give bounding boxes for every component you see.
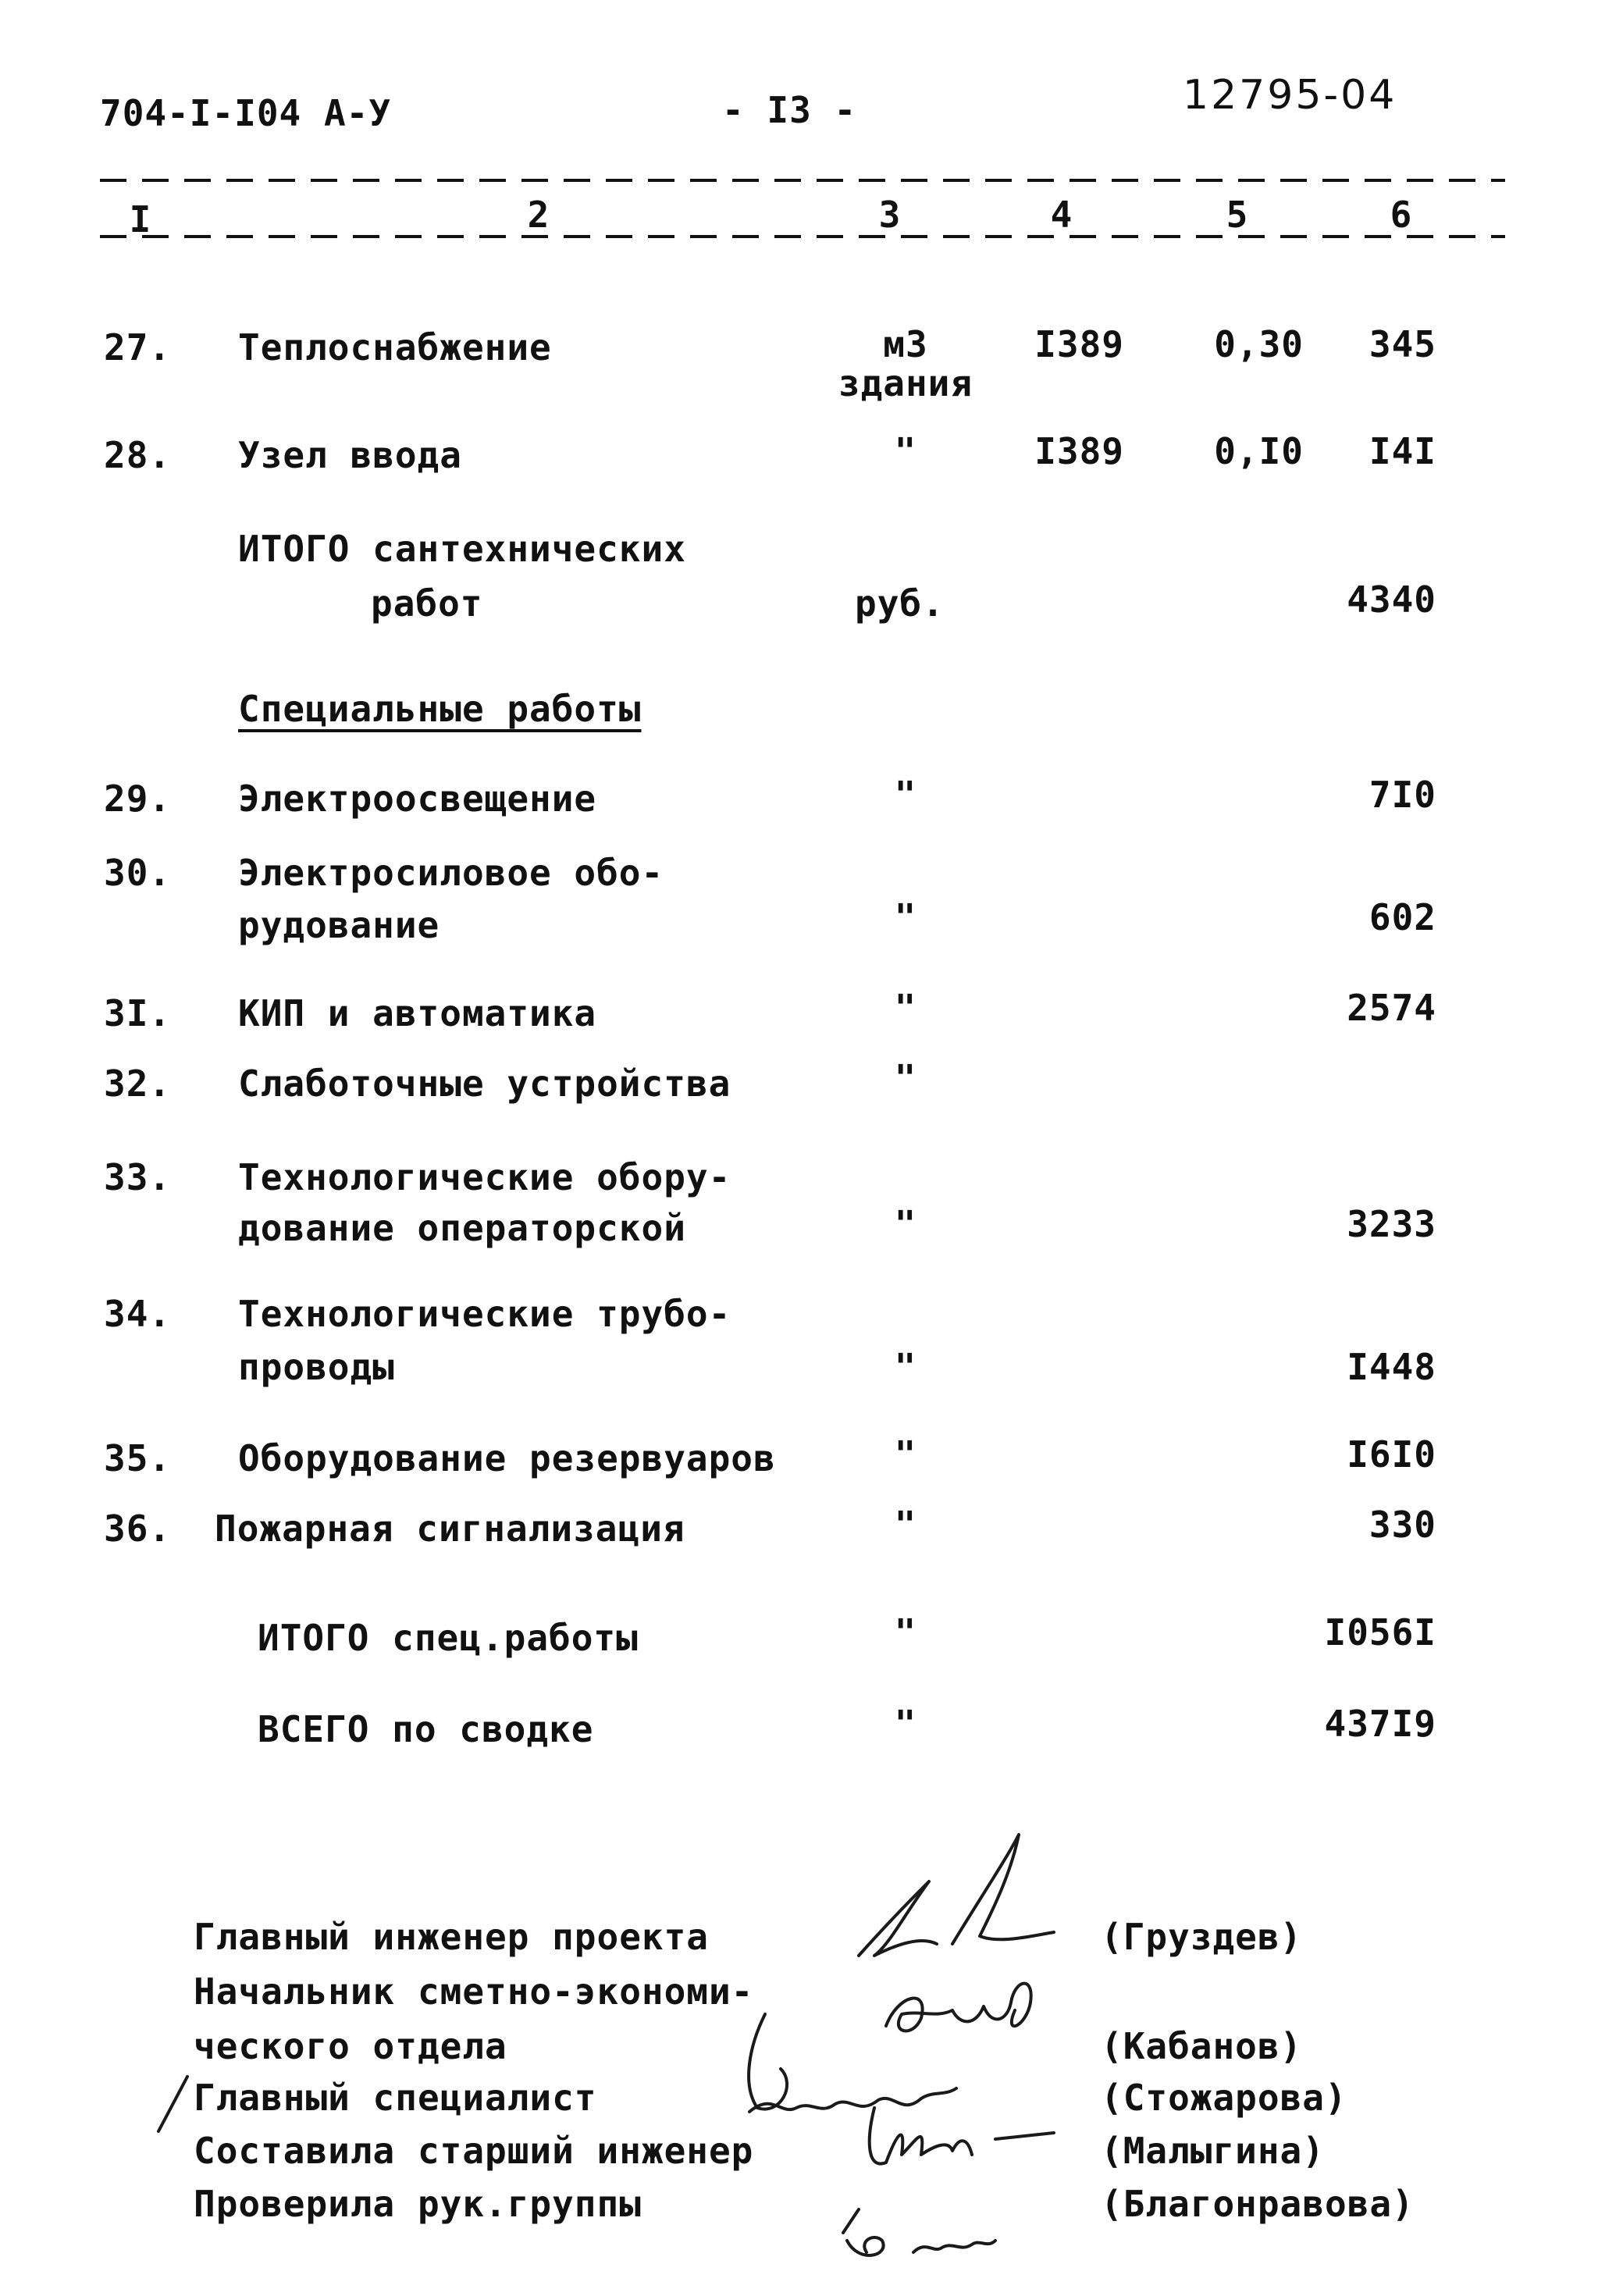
row-28-unit: " [894,430,917,472]
row-27-unit: м3 [883,323,928,365]
row-33-number: 33. [104,1156,172,1198]
signatory-stozharova: (Стожарова) [1101,2077,1347,2119]
page-number: - I3 - [722,89,857,131]
row-33-unit: " [894,1203,917,1245]
grand-total-value: 437I9 [1324,1703,1436,1745]
row-29-name: Электроосвещение [238,778,597,820]
row-31-total: 2574 [1347,987,1436,1029]
row-34-number: 34. [104,1293,172,1335]
row-35-number: 35. [104,1437,172,1479]
row-28-rate: 0,I0 [1214,430,1304,472]
signature-line-head-estimating-2: ческого отдела [194,2025,507,2067]
row-27-name: Теплоснабжение [238,326,552,368]
row-32-name: Слаботочные устройства [238,1063,731,1105]
signature-checkmark-stroke [152,2073,191,2135]
header-bottom-rule [100,234,1505,239]
row-29-total: 7I0 [1369,774,1436,816]
subtotal-special-label: ИТОГО спец.работы [258,1617,639,1659]
subtotal-sanitary-label-line2: работ [371,582,483,625]
row-34-total: I448 [1347,1346,1436,1388]
row-34-name-line2: проводы [238,1346,395,1388]
subtotal-sanitary-label: ИТОГО сантехнических [238,528,686,570]
section-heading-special-works: Специальные работы [238,688,642,730]
column-header-3: 3 [878,194,902,236]
row-28-name: Узел ввода [238,434,462,476]
signatory-kabanov: (Кабанов) [1101,2025,1303,2067]
row-33-name-line2: дование операторской [238,1207,686,1249]
grand-total-label: ВСЕГО по сводке [258,1708,594,1750]
signatory-blagonravova: (Благонравова) [1101,2183,1415,2225]
subtotal-special-total: I056I [1324,1611,1436,1653]
row-27-total: 345 [1369,323,1436,365]
signature-blagonravova [828,2178,1030,2272]
row-31-unit: " [894,987,917,1029]
row-28-number: 28. [104,434,172,476]
row-32-unit: " [894,1057,917,1099]
row-29-number: 29. [104,778,172,820]
column-header-2: 2 [527,194,550,236]
subtotal-sanitary-unit: руб. [855,582,945,625]
row-36-name: Пожарная сигнализация [215,1508,685,1550]
row-27-quantity: I389 [1034,323,1124,365]
column-header-5: 5 [1226,194,1249,236]
row-30-number: 30. [104,852,172,894]
header-top-rule [100,178,1505,183]
row-35-total: I6I0 [1347,1433,1436,1475]
row-33-total: 3233 [1347,1203,1436,1245]
row-33-name: Технологические обору- [238,1156,731,1198]
column-header-6: 6 [1390,194,1413,236]
row-30-name: Электросиловое обо- [238,852,664,894]
row-27-rate: 0,30 [1214,323,1304,365]
row-31-number: 3I. [104,992,172,1034]
signature-malygina [851,2092,1062,2178]
row-35-unit: " [894,1433,917,1475]
signature-line-head-estimating: Начальник сметно-экономи- [194,1970,754,2013]
row-27-unit-line2: здания [838,362,973,404]
row-36-unit: " [894,1504,917,1546]
row-34-name: Технологические трубо- [238,1293,731,1335]
subtotal-sanitary-total: 4340 [1347,578,1436,621]
row-36-total: 330 [1369,1504,1436,1546]
row-30-unit: " [894,896,917,938]
document-code: 704-I-I04 А-У [100,92,392,134]
signature-line-chief-engineer: Главный инженер проекта [194,1916,709,1958]
row-32-number: 32. [104,1063,172,1105]
column-header-1: I [129,198,152,240]
column-header-4: 4 [1050,194,1073,236]
row-36-number: 36. [104,1508,172,1550]
signature-line-group-lead: Проверила рук.группы [194,2183,642,2225]
row-31-name: КИП и автоматика [238,992,597,1034]
signature-gruzdev [843,1827,1062,1975]
subtotal-special-unit: " [894,1611,917,1653]
signature-line-chief-specialist: Главный специалист [194,2077,597,2119]
row-28-quantity: I389 [1034,430,1124,472]
signature-line-senior-engineer: Составила старший инженер [194,2130,754,2172]
grand-total-unit: " [894,1703,917,1745]
row-27-number: 27. [104,326,172,368]
row-35-name: Оборудование резервуаров [238,1437,776,1479]
row-29-unit: " [894,774,917,816]
row-28-total: I4I [1369,430,1436,472]
signatory-gruzdev: (Груздев) [1101,1916,1303,1958]
signatory-malygina: (Малыгина) [1101,2130,1325,2172]
row-30-name-line2: рудование [238,904,440,946]
row-34-unit: " [894,1346,917,1388]
row-30-total: 602 [1369,896,1436,938]
inventory-number: 12795-04 [1183,72,1397,119]
